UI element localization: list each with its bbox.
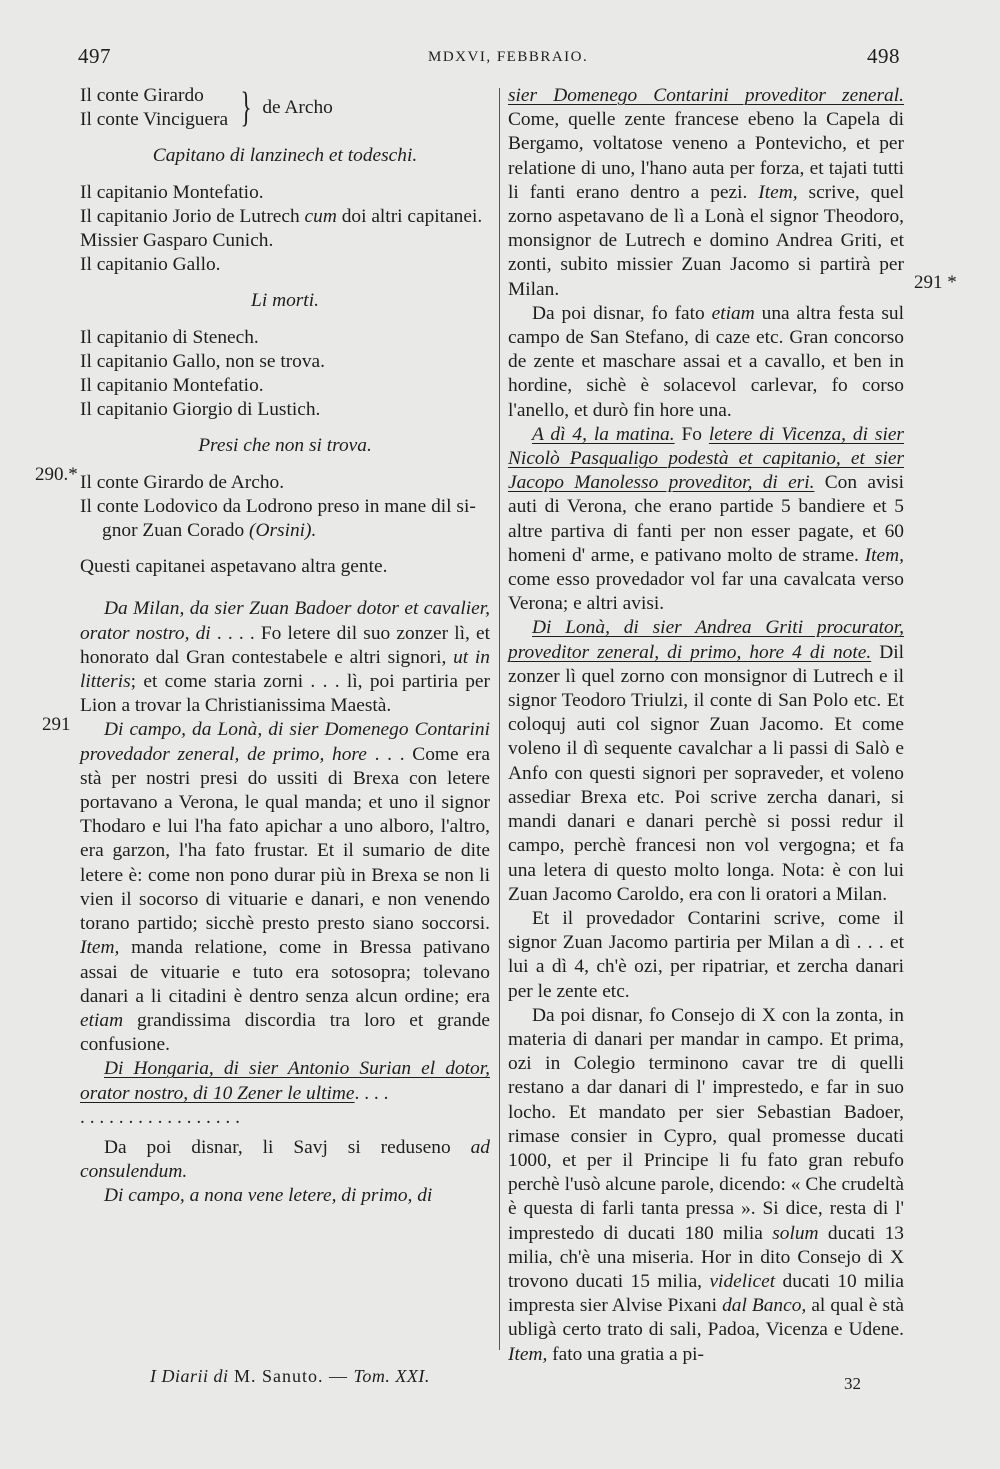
list-item: Il capitanio Montefatio. xyxy=(80,181,264,203)
paragraph-hongaria: Di Hongaria, di sier Antonio Surian el dotor, orator nostro, di 10 Zener le ultime. . . . xyxy=(80,1058,490,1104)
paragraph-nona: Di campo, a nona vene letere, di primo, di xyxy=(104,1185,433,1207)
paragraph-lona: Di Lonà, di sier Andrea Griti procurator, proveditor zeneral, di primo, hore 4 di note. Dil zonzer lì quel zorno con monsignor di Lutrech e il signor Teodoro Triulzi, il conte di San Polo etc. Et coloquj auti col signor Zuan Jacomo. Et come voleno il dì sequente cavalchar a li passi di Salò e Anfo con questi signori per sopraveder, et voleno assediar Brexa etc. Poi scrive zercha danari, si mandi danari e danari perchè si possi redur il campo, perchè francesi non vol vergogna; et fa una letera di questo molto longa. Nota: è con lui Zuan Jacomo Caroldo, era con li oratori a Milan. xyxy=(508,617,904,905)
paragraph-contarini: sier Domenego Contarini proveditor zeneral. Come, quelle zente francese ebeno la Capela di Bergamo, voltatose veneno a Pontevicho, et per relatione di uno, l'hano auta per forza, et tajati tutti li fanti erano dentro a pezi. Item, scrive, quel zorno aspetavano de lì a Lonà el signor Theodoro, monsignor de Lutrech e domino Andrea Griti, et zonti, subito missier Zuan Jacomo si partirà per Milan. xyxy=(508,85,904,300)
name-line: Il conte Vinciguera xyxy=(80,109,229,131)
list-item: Il capitanio Gallo, non se trova. xyxy=(80,350,326,372)
section-heading: Presi che non si trova. xyxy=(198,435,372,457)
paragraph-campo: Di campo, da Lonà, di sier Domenego Contarini provedador zeneral, de primo, hore . . . Come era stà per nostri presi do ussiti di Brexa con letere portavano a Verona, le qual manda; et uno il signor Thodaro e lui l'ha fato apichar a uno alboro, l'altro, era garzon, l'ha fato frustar. Et il sumario de dite letere è: come non pono durar più in Brexa se non li vien il socorso di vituarie e danari, e non venendo torano partido; sicchè presto presto siano soccorsi. Item, manda relatione, come in Bressa pativano assai de vituarie e tuto era sotosopra; tolevano danari a li citadini è dentro senza alcun ordine; era etiam grandissima discordia tra loro et grande confusione. xyxy=(80,719,490,1056)
section-heading: Capitano di lanzinech et todeschi. xyxy=(152,145,418,167)
signature-number: 32 xyxy=(844,1374,861,1393)
paragraph-savj: Da poi disnar, li Savj si reduseno ad consulendum. xyxy=(80,1136,490,1183)
brace-label: de Archo xyxy=(262,97,333,119)
right-column xyxy=(508,84,904,1367)
paragraph-vicenza: A dì 4, la matina. Fo letere di Vicenza, di sier Nicolò Pasqualigo podestà et capitanio, et sier Jacopo Manolesso proveditor, di eri. Con avisi auti di Verona, che erano partide 5 bandiere et 5 altre partiva di fanti per non esser pagate, et 60 homeni d' arme, e pativano molto de strame. Item, come esso provedador vol far una cavalcata verso Verona; e altri avisi. xyxy=(508,423,904,615)
paragraph-festa: Da poi disnar, fo fato etiam una altra festa sul campo de San Stefano, di caze etc. Gran concorso de zente et maschare assai et a cavallo, et ben in hordine, sichè è solacevol carlevar, fo corso l'anello, et durò fin hore una. xyxy=(508,302,904,421)
margin-number-291-right: 291 * xyxy=(914,272,957,293)
list-item: Il conte Girardo de Archo. xyxy=(80,471,285,493)
section-heading: Li morti. xyxy=(251,290,319,312)
paragraph-consejo: Da poi disnar, fo Consejo di X con la zonta, in materia di danari per mandar in campo. Et prima, ozi in Colegio terminono cavar tre di quelli restano a dar danari di l' imprestedo, e far in suo locho. Et mandato per sier Sebastian Badoer, rimase consier in Cypro, qual promesse ducati 1000, et per il Principe li fu fato gran rebufo perchè l'usò alcune parole, dicendo: « Che crudeltà è questa di farli tanta pressa ». Si dice, resta di l' imprestedo di ducati 180 milia solum ducati 13 milia, ch'è una miseria. Hor in dito Consejo di X trovono ducati 15 milia, videlicet ducati 10 milia impresta sier Alvise Pixani dal Banco, al qual è stà ubligà certo trato di sali, Padoa, Vicenza e Udene. Item, fato una gratia a pi- xyxy=(508,1004,904,1365)
dots-line: . . . . . . . . . . . . . . . . . xyxy=(80,1106,240,1128)
footer-title: I Diarii di M. Sanuto. — Tom. XXI. xyxy=(150,1366,430,1386)
list-item: Il capitanio Gallo. xyxy=(80,254,221,276)
left-page-number: 497 xyxy=(78,44,111,68)
name-line: Il conte Girardo xyxy=(80,85,204,106)
brace-symbol: } xyxy=(240,85,252,132)
column-rule xyxy=(499,88,500,1350)
list-item: Il capitanio Giorgio di Lustich. xyxy=(80,399,321,421)
left-column xyxy=(80,84,490,1209)
paragraph-milan: Da Milan, da sier Zuan Badoer dotor et cavalier, orator nostro, di . . . . Fo letere dil suo zonzer lì, et honorato dal Gran contestabele e altri signori, ut in litteris; et come staria zorni . . . lì, poi partiria per Lion a trovar la Christianissima Maestà. xyxy=(80,598,491,717)
paragraph-provedador: Et il provedador Contarini scrive, come il signor Zuan Jacomo partiria per Milan a dì . . . et lui a dì 4, ch'è ozi, per ripatriar, et zercha danari per le zente etc. xyxy=(508,907,904,1002)
list-item: Il conte Lodovico da Lodrono preso in mane dil si- gnor Zuan Corado (Orsini). xyxy=(80,495,476,542)
brace-group xyxy=(80,84,490,132)
list-item: Il capitanio Jorio de Lutrech cum doi altri capitanei. xyxy=(80,205,483,227)
margin-number-290: 290.* xyxy=(35,464,78,485)
list-item: Il capitanio Montefatio. xyxy=(80,375,264,397)
paragraph: Questi capitanei aspetavano altra gente. xyxy=(80,556,388,578)
running-head: MDXVI, FEBBRAIO. xyxy=(428,49,589,65)
list-item: Missier Gasparo Cunich. xyxy=(80,230,274,252)
margin-number-291-left: 291 xyxy=(42,714,71,735)
right-page-number: 498 xyxy=(867,44,900,68)
list-item: Il capitanio di Stenech. xyxy=(80,326,259,348)
